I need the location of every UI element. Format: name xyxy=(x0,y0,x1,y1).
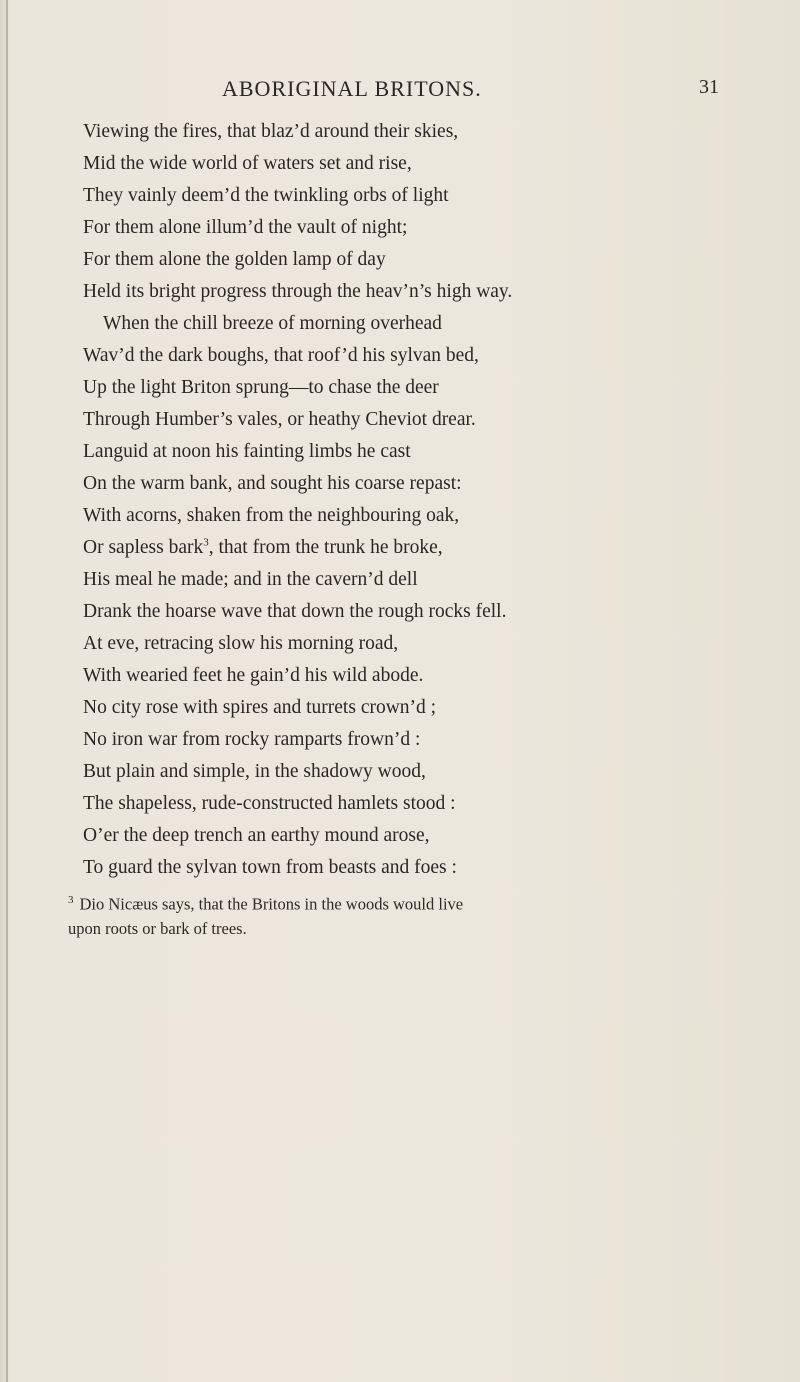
footnote-line xyxy=(68,888,768,917)
poem-line: For them alone the golden lamp of day xyxy=(83,249,386,270)
footnote xyxy=(68,888,768,941)
poem-line: No iron war from rocky ramparts frown’d : xyxy=(83,729,421,750)
poem-line: O’er the deep trench an earthy mound arose, xyxy=(83,825,430,846)
poem-line: Up the light Briton sprung—to chase the deer xyxy=(83,377,439,398)
note-reference-mark: 3 xyxy=(203,536,209,549)
poem-line-start: Or sapless bark xyxy=(83,537,204,558)
poem-line: They vainly deem’d the twinkling orbs of light xyxy=(83,185,449,206)
poem-line: When the chill breeze of morning overhead xyxy=(103,313,442,334)
footnote-line xyxy=(68,917,768,941)
poem-line: His meal he made; and in the cavern’d dell xyxy=(83,569,418,590)
poem-line: To guard the sylvan town from beasts and foes : xyxy=(83,857,457,878)
footnote-text: Dio Nicæus says, that the Britons in the woods would live xyxy=(79,894,464,914)
poem-line: No city rose with spires and turrets crown’d ; xyxy=(83,697,437,718)
binding-edge xyxy=(6,0,8,1382)
poem-line: Held its bright progress through the heav’n’s high way. xyxy=(83,281,513,302)
page-header xyxy=(0,76,800,106)
poem-line: On the warm bank, and sought his coarse repast: xyxy=(83,473,462,494)
poem-line-with-note xyxy=(83,534,443,562)
footnote-mark: 3 xyxy=(68,894,74,906)
poem-line: But plain and simple, in the shadowy wood, xyxy=(83,761,426,782)
poem-line: Viewing the fires, that blaz’d around their skies, xyxy=(83,121,459,142)
poem-line-end: , that from the trunk he broke, xyxy=(208,537,443,558)
poem-line: Mid the wide world of waters set and rise, xyxy=(83,153,412,174)
poem-line: At eve, retracing slow his morning road, xyxy=(83,633,399,654)
poem-line: Languid at noon his fainting limbs he cast xyxy=(83,441,411,462)
poem-line: Drank the hoarse wave that down the rough rocks fell. xyxy=(83,601,507,622)
footnote-text: upon roots or bark of trees. xyxy=(68,918,247,938)
poem-line: For them alone illum’d the vault of night; xyxy=(83,217,408,238)
poem-line: The shapeless, rude-constructed hamlets stood : xyxy=(83,793,456,814)
running-head: ABORIGINAL BRITONS. xyxy=(222,76,482,101)
poem-line: With wearied feet he gain’d his wild abode. xyxy=(83,665,424,686)
page-number: 31 xyxy=(699,76,719,98)
poem-line: With acorns, shaken from the neighbouring oak, xyxy=(83,505,460,526)
poem-line: Through Humber’s vales, or heathy Cheviot drear. xyxy=(83,409,476,430)
poem-line: Wav’d the dark boughs, that roof’d his sylvan bed, xyxy=(83,345,479,366)
